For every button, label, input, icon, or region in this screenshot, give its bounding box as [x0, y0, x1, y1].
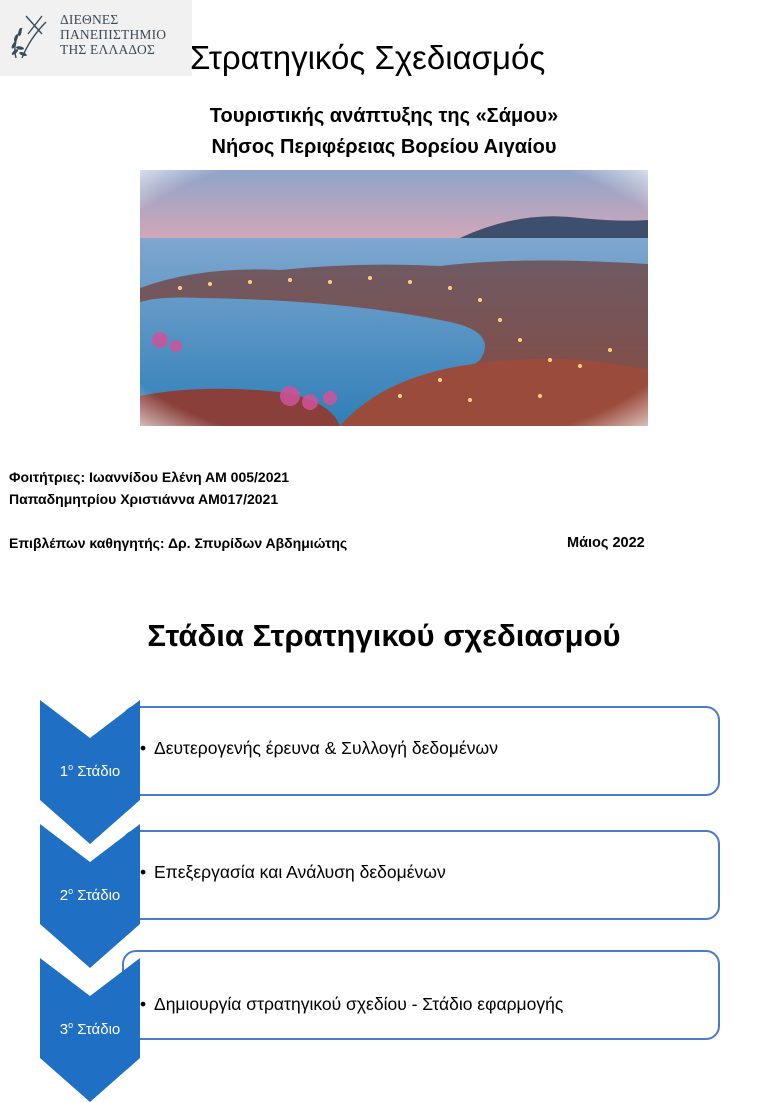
university-logo — [0, 0, 192, 76]
students-line-1: Φοιτήτριες: Ιωαννίδου Ελένη ΑΜ 005/2021 — [9, 469, 290, 485]
samos-harbor-photo — [140, 170, 648, 426]
stage-number: 2 — [59, 887, 69, 904]
logo-line: ΔΙΕΘΝΕΣ — [60, 12, 119, 27]
subtitle-line-2: Νήσος Περιφέρειας Βορείου Αιγαίου — [211, 136, 557, 158]
stage-word: Στάδιο — [77, 887, 121, 904]
stage-ordinal: ο — [68, 1020, 74, 1030]
students-line-2: Παπαδημητρίου Χριστιάννα ΑΜ017/2021 — [9, 491, 279, 507]
stage-2-box — [122, 830, 720, 920]
date: Μάιος 2022 — [567, 535, 645, 551]
logo-line: ΠΑΝΕΠΙΣΤΗΜΙΟ — [60, 27, 167, 42]
stage-2-label — [40, 886, 140, 904]
supervisor: Επιβλέπων καθηγητής: Δρ. Σπυρίδων Αβδημιώτης — [9, 535, 348, 551]
stage-3-label — [40, 1020, 140, 1038]
logo-line: ΤΗΣ ΕΛΛΑΔΟΣ — [60, 42, 156, 57]
stage-3-box — [122, 950, 720, 1040]
stage-ordinal: ο — [68, 762, 74, 772]
stage-number: 3 — [59, 1021, 69, 1038]
slide-title: Στρατηγικός Σχεδιασμός — [190, 39, 546, 76]
subtitle-line-1: Τουριστικής ανάπτυξης της «Σάμου» — [209, 105, 559, 127]
stage-2-text: • Επεξεργασία και Ανάλυση δεδομένων — [154, 862, 446, 883]
stage-1-chevron — [40, 700, 140, 844]
stage-3-text: • Δημιουργία στρατηγικού σχεδίου - Στάδιο εφαρμογής — [154, 994, 563, 1015]
stage-1-text: • Δευτερογενής έρευνα & Συλλογή δεδομένων — [154, 738, 498, 759]
stage-2-chevron — [40, 824, 140, 968]
stage-1-label — [40, 762, 140, 780]
logo-text — [60, 12, 166, 57]
laurel-logo-icon — [6, 8, 52, 64]
stage-word: Στάδιο — [77, 763, 121, 780]
stage-1-box — [122, 706, 720, 796]
stage-number: 1 — [59, 763, 69, 780]
stages-title: Στάδια Στρατηγικού σχεδιασμού — [147, 618, 621, 653]
stage-word: Στάδιο — [77, 1021, 121, 1038]
stage-3-chevron — [40, 958, 140, 1102]
stage-ordinal: ο — [68, 886, 74, 896]
